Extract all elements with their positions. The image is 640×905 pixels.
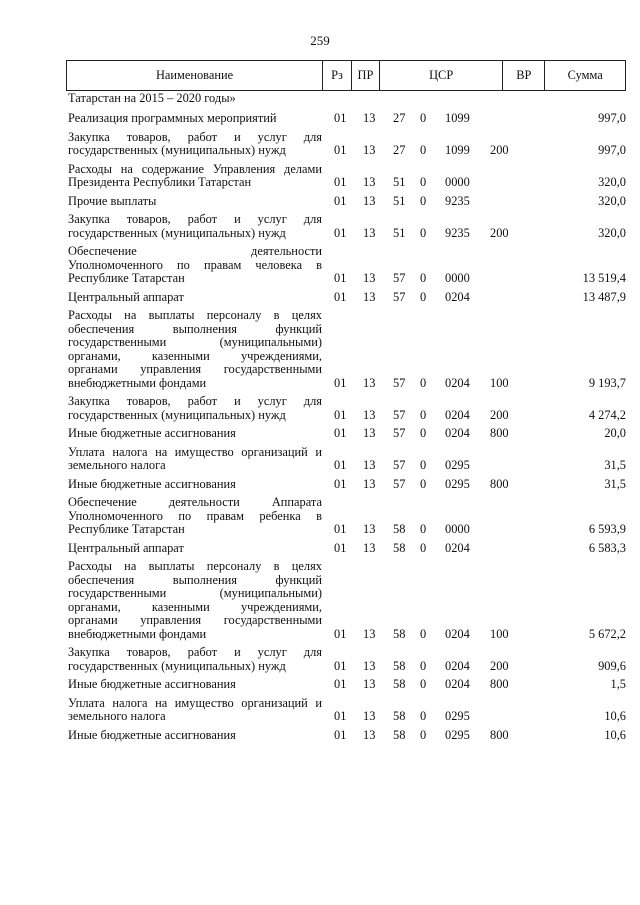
row-name — [66, 496, 322, 537]
code-pr: 13 — [363, 522, 376, 536]
row-name — [66, 213, 322, 240]
code-pr: 13 — [363, 426, 376, 440]
row-name-line: Закупка товаров, работ и услуг для — [68, 129, 322, 144]
code-csr-program: 58 — [393, 522, 406, 536]
row-name-line: Республике Татарстан — [68, 522, 185, 536]
code-csr-direction: 0000 — [445, 522, 470, 536]
row-name-line: органами, казенными учреждениями, — [68, 599, 322, 614]
code-csr-program: 58 — [393, 626, 406, 641]
row-name-line: Закупка товаров, работ и услуг для — [68, 645, 322, 659]
code-rz: 01 — [334, 426, 347, 440]
code-csr-sub: 0 — [420, 193, 427, 208]
code-csr-program: 27 — [393, 143, 406, 157]
row-name-line: обеспечения выполнения функций — [68, 321, 322, 336]
code-csr-direction: 0204 — [445, 677, 470, 691]
row-name-line: Обеспечение деятельности — [68, 244, 322, 258]
code-csr-program: 58 — [393, 658, 406, 673]
row-name-line: Уплата налога на имущество организаций и — [68, 695, 322, 710]
row-sum: 31,5 — [604, 476, 626, 491]
code-csr-program: 57 — [393, 375, 406, 390]
code-pr: 13 — [363, 407, 376, 422]
code-rz: 01 — [334, 476, 347, 491]
code-rz: 01 — [334, 143, 347, 157]
row-name-line: Расходы на выплаты персоналу в целях — [68, 559, 322, 573]
code-csr-program: 51 — [393, 175, 406, 189]
row-sum: 31,5 — [604, 458, 626, 472]
row-name-line: Иные бюджетные ассигнования — [68, 677, 236, 691]
code-pr: 13 — [363, 626, 376, 641]
code-pr: 13 — [363, 271, 376, 285]
row-sum: 5 672,2 — [588, 626, 626, 641]
code-pr: 13 — [363, 375, 376, 390]
code-pr: 13 — [363, 193, 376, 208]
code-pr: 13 — [363, 458, 376, 472]
code-vr: 200 — [490, 658, 509, 673]
code-rz: 01 — [334, 727, 347, 742]
row-sum: 13 487,9 — [582, 289, 626, 304]
row-name-line: внебюджетными фондами — [68, 626, 207, 641]
code-csr-direction: 0204 — [445, 626, 470, 641]
code-rz: 01 — [334, 225, 347, 240]
code-pr: 13 — [363, 540, 376, 555]
table-row — [66, 678, 626, 692]
code-csr-sub: 0 — [420, 375, 427, 390]
code-vr: 200 — [490, 407, 509, 422]
row-name-line: Реализация программных мероприятий — [68, 111, 277, 125]
code-csr-sub: 0 — [420, 426, 427, 440]
row-name-line: Расходы на содержание Управления делами — [68, 161, 322, 176]
row-sum: 10,6 — [604, 709, 626, 723]
row-name-line: Уплата налога на имущество организаций и — [68, 444, 322, 459]
row-name-line: государственных (муниципальных) нужд — [68, 143, 286, 157]
row-name — [66, 291, 322, 305]
table-row — [66, 112, 626, 126]
table-body — [66, 112, 626, 742]
table-row — [66, 697, 626, 724]
header-pr: ПР — [351, 61, 379, 90]
table-header — [66, 60, 626, 91]
page-number: 259 — [310, 33, 330, 48]
table-row — [66, 542, 626, 556]
table-row — [66, 446, 626, 473]
row-name-line: Закупка товаров, работ и услуг для — [68, 394, 322, 408]
code-csr-sub: 0 — [420, 407, 427, 422]
code-rz: 01 — [334, 522, 347, 536]
table-row — [66, 213, 626, 240]
code-pr: 13 — [363, 225, 376, 240]
row-sum: 320,0 — [598, 193, 626, 208]
row-name-line: государственными (муниципальными) — [68, 335, 322, 349]
code-csr-sub: 0 — [420, 271, 427, 285]
row-sum: 320,0 — [598, 175, 626, 189]
code-rz: 01 — [334, 626, 347, 641]
code-pr: 13 — [363, 476, 376, 491]
header-vr: ВР — [502, 61, 544, 90]
code-csr-program: 27 — [393, 111, 406, 125]
row-sum: 4 274,2 — [588, 407, 626, 422]
code-pr: 13 — [363, 289, 376, 304]
row-name-line: органами управления государственными — [68, 613, 322, 627]
code-csr-direction: 0295 — [445, 727, 470, 742]
code-csr-program: 51 — [393, 225, 406, 240]
code-csr-program: 57 — [393, 271, 406, 285]
row-name-line: Уполномоченного по правам ребенка в — [68, 508, 322, 523]
code-csr-sub: 0 — [420, 658, 427, 673]
row-sum: 13 519,4 — [582, 271, 626, 285]
code-csr-program: 58 — [393, 727, 406, 742]
table-row — [66, 131, 626, 158]
table-row — [66, 195, 626, 209]
row-name-line: Расходы на выплаты персоналу в целях — [68, 308, 322, 322]
code-csr-direction: 0204 — [445, 658, 470, 673]
header-csr: ЦСР — [379, 61, 503, 90]
row-name — [66, 446, 322, 473]
table-row — [66, 309, 626, 390]
code-csr-program: 51 — [393, 193, 406, 208]
code-csr-direction: 0204 — [445, 375, 470, 390]
row-name-line: государственными (муниципальными) — [68, 586, 322, 600]
code-pr: 13 — [363, 677, 376, 691]
code-rz: 01 — [334, 175, 347, 189]
row-name — [66, 245, 322, 286]
code-csr-direction: 0204 — [445, 289, 470, 304]
row-name-line: Закупка товаров, работ и услуг для — [68, 212, 322, 226]
code-rz: 01 — [334, 271, 347, 285]
budget-table — [66, 60, 626, 742]
row-sum: 997,0 — [598, 111, 626, 125]
continued-text: Татарстан на 2015 – 2020 годы» — [68, 91, 236, 105]
row-name — [66, 427, 322, 441]
code-csr-direction: 1099 — [445, 111, 470, 125]
row-sum: 10,6 — [604, 727, 626, 742]
code-csr-sub: 0 — [420, 540, 427, 555]
row-name-line: Республике Татарстан — [68, 271, 185, 285]
code-csr-direction: 0204 — [445, 407, 470, 422]
code-csr-direction: 0204 — [445, 426, 470, 440]
code-pr: 13 — [363, 709, 376, 723]
code-csr-direction: 0000 — [445, 175, 470, 189]
row-name — [66, 195, 322, 209]
code-rz: 01 — [334, 193, 347, 208]
table-row — [66, 395, 626, 422]
code-csr-program: 57 — [393, 289, 406, 304]
code-vr: 800 — [490, 677, 509, 691]
row-name — [66, 542, 322, 556]
row-sum: 997,0 — [598, 143, 626, 157]
code-csr-sub: 0 — [420, 225, 427, 240]
table-row — [66, 427, 626, 441]
table-row — [66, 729, 626, 743]
row-name-line: Обеспечение деятельности Аппарата — [68, 495, 322, 509]
row-name-line: Иные бюджетные ассигнования — [68, 476, 236, 491]
code-csr-sub: 0 — [420, 175, 427, 189]
row-name — [66, 678, 322, 692]
code-vr: 200 — [490, 225, 509, 240]
header-sum: Сумма — [544, 61, 625, 90]
row-sum: 6 583,3 — [588, 540, 626, 555]
row-name — [66, 309, 322, 390]
code-csr-direction: 9235 — [445, 225, 470, 240]
code-pr: 13 — [363, 727, 376, 742]
row-name-line: Президента Республики Татарстан — [68, 175, 252, 189]
row-name-line: Центральный аппарат — [68, 289, 184, 304]
code-pr: 13 — [363, 111, 376, 125]
code-vr: 200 — [490, 143, 509, 157]
row-name-line: государственных (муниципальных) нужд — [68, 658, 286, 673]
code-csr-sub: 0 — [420, 458, 427, 472]
row-name-line: государственных (муниципальных) нужд — [68, 407, 286, 422]
header-rz: Рз — [322, 61, 351, 90]
code-csr-program: 58 — [393, 677, 406, 691]
row-name — [66, 646, 322, 673]
header-name: Наименование — [155, 67, 234, 82]
code-pr: 13 — [363, 143, 376, 157]
row-name-line: Прочие выплаты — [68, 193, 157, 208]
code-rz: 01 — [334, 458, 347, 472]
row-name — [66, 163, 322, 190]
row-name-line: земельного налога — [68, 458, 166, 472]
code-csr-direction: 0204 — [445, 540, 470, 555]
row-sum: 909,6 — [598, 658, 626, 673]
code-csr-sub: 0 — [420, 522, 427, 536]
row-name-line: земельного налога — [68, 709, 166, 723]
code-pr: 13 — [363, 658, 376, 673]
row-name — [66, 729, 322, 743]
code-rz: 01 — [334, 540, 347, 555]
row-name-line: государственных (муниципальных) нужд — [68, 225, 286, 240]
code-csr-program: 57 — [393, 458, 406, 472]
row-sum: 320,0 — [598, 225, 626, 240]
row-name — [66, 395, 322, 422]
code-rz: 01 — [334, 658, 347, 673]
row-name — [66, 131, 322, 158]
code-csr-program: 57 — [393, 407, 406, 422]
code-rz: 01 — [334, 111, 347, 125]
code-pr: 13 — [363, 175, 376, 189]
row-name-line: Уполномоченного по правам человека в — [68, 257, 322, 272]
table-row — [66, 560, 626, 641]
table-row — [66, 496, 626, 537]
row-name-line: обеспечения выполнения функций — [68, 572, 322, 587]
code-vr: 800 — [490, 727, 509, 742]
row-sum: 1,5 — [610, 677, 626, 691]
row-sum: 6 593,9 — [588, 522, 626, 536]
table-row — [66, 646, 626, 673]
code-csr-program: 58 — [393, 540, 406, 555]
table-row — [66, 245, 626, 286]
code-vr: 800 — [490, 426, 509, 440]
code-csr-program: 57 — [393, 476, 406, 491]
code-rz: 01 — [334, 677, 347, 691]
table-row — [66, 478, 626, 492]
row-name-line: органами управления государственными — [68, 362, 322, 376]
row-name — [66, 697, 322, 724]
code-csr-sub: 0 — [420, 111, 427, 125]
code-csr-direction: 0000 — [445, 271, 470, 285]
row-sum: 20,0 — [604, 426, 626, 440]
code-csr-sub: 0 — [420, 143, 427, 157]
row-name — [66, 478, 322, 492]
row-name-line: внебюджетными фондами — [68, 375, 207, 390]
code-vr: 100 — [490, 626, 509, 641]
code-vr: 800 — [490, 476, 509, 491]
row-sum: 9 193,7 — [588, 375, 626, 390]
code-rz: 01 — [334, 375, 347, 390]
code-csr-sub: 0 — [420, 626, 427, 641]
code-csr-sub: 0 — [420, 476, 427, 491]
code-csr-sub: 0 — [420, 677, 427, 691]
code-csr-sub: 0 — [420, 709, 427, 723]
code-vr: 100 — [490, 375, 509, 390]
row-name-line: Центральный аппарат — [68, 540, 184, 555]
row-name — [66, 560, 322, 641]
code-rz: 01 — [334, 407, 347, 422]
code-csr-direction: 0295 — [445, 476, 470, 491]
table-row — [66, 291, 626, 305]
code-csr-direction: 0295 — [445, 458, 470, 472]
code-csr-sub: 0 — [420, 289, 427, 304]
code-csr-direction: 9235 — [445, 193, 470, 208]
row-name-line: Иные бюджетные ассигнования — [68, 426, 236, 440]
row-name-line: Иные бюджетные ассигнования — [68, 727, 236, 742]
code-csr-direction: 0295 — [445, 709, 470, 723]
row-name-line: органами, казенными учреждениями, — [68, 348, 322, 363]
row-name — [66, 112, 322, 126]
code-csr-program: 57 — [393, 426, 406, 440]
code-rz: 01 — [334, 289, 347, 304]
code-csr-direction: 1099 — [445, 143, 470, 157]
code-rz: 01 — [334, 709, 347, 723]
table-row — [66, 163, 626, 190]
code-csr-program: 58 — [393, 709, 406, 723]
code-csr-sub: 0 — [420, 727, 427, 742]
